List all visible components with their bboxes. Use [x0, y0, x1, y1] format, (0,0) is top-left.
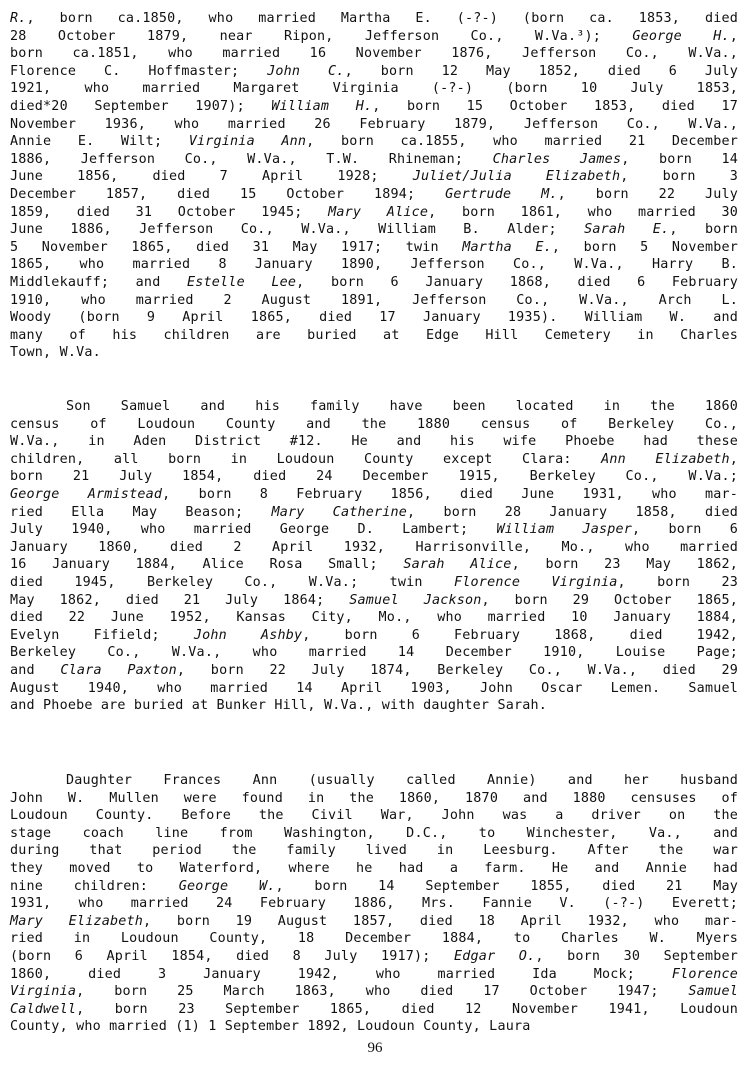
italic-name: William H.: [271, 98, 373, 114]
text-run: died*20 September 1907);: [10, 98, 272, 114]
text-run: , born 25 March 1863, who died 17 October 1947;: [76, 984, 689, 1000]
text-line: [10, 807, 738, 825]
text-run: Town, W.Va.: [10, 345, 101, 361]
text-run: November 1936, who married 26 February 1879, Jefferson Co., W.Va.,: [10, 116, 738, 132]
italic-name: Florence Virginia: [454, 574, 618, 590]
text-run: 1860, died 3 January 1942, who married Ida Mock;: [10, 966, 672, 982]
text-run: , born 19 August 1857, died 18 April 1932, who mar-: [143, 913, 738, 929]
text-line: [10, 948, 738, 966]
text-run: , born 12 May 1852, died 6 July: [344, 63, 738, 79]
text-run: , born 23 May 1862,: [511, 557, 738, 573]
text-run: stage coach line from Washington, D.C., to Winchester, Va., and: [10, 825, 738, 841]
text-run: many of his children are buried at Edge Hill Cemetery in Charles: [10, 327, 738, 343]
page-number: 96: [367, 1040, 383, 1056]
text-run: , born 1861, who married 30: [428, 204, 738, 220]
text-line: [10, 168, 738, 186]
text-line: [10, 966, 738, 984]
italic-name: Juliet/Julia Elizabeth: [412, 169, 621, 185]
text-line: [10, 116, 738, 134]
text-line: [10, 680, 738, 698]
text-run: children, all born in Loudoun County except Clara:: [10, 451, 602, 467]
text-run: ried in Loudoun County, 18 December 1884, to Charles W. Myers: [10, 931, 738, 947]
italic-name: Ann Elizabeth: [601, 451, 730, 467]
text-run: , born ca.1850, who married Martha E. (-?-) (born ca. 1853, died: [26, 11, 738, 26]
text-line: [10, 556, 738, 574]
text-run: Daughter Frances Ann (usually called Annie) and her husband: [66, 773, 738, 788]
text-run: , born 15 October 1853, died 17: [372, 98, 738, 114]
text-run: died 22 June 1952, Kansas City, Mo., who married 10 January 1884,: [10, 610, 738, 626]
text-line: [10, 539, 738, 557]
text-line: [10, 398, 738, 416]
text-line: [10, 1001, 738, 1019]
italic-name: Virginia: [10, 984, 77, 1000]
text-run: 1910, who married 2 August 1891, Jefferson Co., W.Va., Arch L.: [10, 292, 738, 308]
text-line: [10, 772, 738, 790]
italic-name: Florence: [671, 966, 738, 982]
text-run: Evelyn Fifield;: [10, 627, 194, 643]
text-run: , born 30 September: [535, 948, 738, 964]
text-run: , born 8 February 1856, died June 1931, who mar-: [162, 486, 738, 502]
text-run: July 1940, who married George D. Lambert;: [10, 522, 497, 538]
text-run: June 1886, Jefferson Co., W.Va., William B. Alder;: [10, 222, 585, 238]
italic-name: George H.: [632, 28, 730, 44]
text-line: [10, 451, 738, 469]
text-run: , born 6 February 1868, died 1942,: [302, 627, 738, 643]
paragraph-samuel-family: [10, 398, 738, 715]
italic-name: Mary Alice: [328, 204, 429, 220]
text-line: [10, 10, 738, 28]
text-line: [10, 292, 738, 310]
text-line: [10, 983, 738, 1001]
italic-name: Clara Paxton: [60, 662, 177, 678]
text-run: 5 November 1865, died 31 May 1917; twin: [10, 239, 463, 255]
text-run: , born 28 January 1858, died: [407, 504, 738, 520]
italic-name: Edgar O.: [454, 948, 536, 964]
text-run: 1859, died 31 October 1945;: [10, 204, 329, 220]
italic-name: Gertrude M.: [445, 186, 558, 202]
text-run: John W. Mullen were found in the 1860, 1870 and 1880 censuses of: [10, 790, 738, 806]
italic-name: Sarah E.: [584, 222, 670, 238]
text-run: ,: [729, 28, 738, 44]
text-line: [10, 895, 738, 913]
text-run: Middlekauff; and: [10, 274, 187, 290]
text-run: , born: [669, 222, 738, 238]
italic-name: Charles James: [492, 151, 622, 167]
text-run: Son Samuel and his family have been located in the 1860: [66, 399, 738, 414]
text-line: [10, 504, 738, 522]
text-line: [10, 825, 738, 843]
text-line: [10, 790, 738, 808]
text-line: [10, 28, 738, 46]
italic-name: George W.: [178, 878, 276, 894]
text-line: [10, 842, 738, 860]
text-line: [10, 186, 738, 204]
text-run: August 1940, who married 14 April 1903, John Oscar Lemen. Samuel: [10, 680, 738, 696]
text-run: nine children:: [10, 878, 179, 894]
text-line: [10, 1018, 738, 1036]
text-run: Berkeley Co., W.Va., who married 14 December 1910, Louise Page;: [10, 645, 738, 661]
text-run: , born 22 July: [557, 186, 738, 202]
text-run: born 21 July 1854, died 24 December 1915, Berkeley Co., W.Va.;: [10, 469, 738, 485]
italic-name: John Ashby: [193, 627, 303, 643]
text-line: [10, 609, 738, 627]
paragraph-william-children: [10, 10, 738, 362]
text-run: , born 6: [632, 522, 738, 538]
text-run: , born 6 January 1868, died 6 February: [296, 274, 738, 290]
text-run: 1865, who married 8 January 1890, Jefferson Co., W.Va., Harry B.: [10, 257, 738, 273]
text-line: [10, 468, 738, 486]
italic-name: Virginia Ann: [188, 134, 307, 150]
italic-name: George Armistead: [10, 486, 163, 502]
text-run: January 1860, died 2 April 1932, Harrisonville, Mo., who married: [10, 539, 738, 555]
italic-name: Samuel: [688, 984, 738, 1000]
text-run: December 1857, died 15 October 1894;: [10, 186, 446, 202]
text-line: [10, 256, 738, 274]
text-line: [10, 433, 738, 451]
text-line: [10, 486, 738, 504]
text-run: (born 6 April 1854, died 8 July 1917);: [10, 948, 455, 964]
text-line: [10, 644, 738, 662]
text-line: [10, 913, 738, 931]
italic-name: William Jasper: [496, 522, 633, 538]
text-run: Annie E. Wilt;: [10, 134, 189, 150]
document-page: [10, 0, 738, 1067]
text-run: , born 14 September 1855, died 21 May: [275, 878, 738, 894]
text-line: [10, 151, 738, 169]
text-run: they moved to Waterford, where he had a farm. He and Annie had: [10, 860, 738, 876]
italic-name: John C.: [267, 63, 345, 79]
text-run: County, who married (1) 1 September 1892, Loudoun County, Laura: [10, 1019, 531, 1035]
text-line: [10, 592, 738, 610]
italic-name: Caldwell: [10, 1001, 77, 1017]
text-line: [10, 221, 738, 239]
text-run: ,: [729, 451, 738, 467]
text-run: died 1945, Berkeley Co., W.Va.; twin: [10, 574, 455, 590]
text-run: , born 22 July 1874, Berkeley Co., W.Va., died 29: [176, 662, 738, 678]
text-run: and: [10, 662, 61, 678]
text-line: [10, 627, 738, 645]
text-line: [10, 327, 738, 345]
text-line: [10, 80, 738, 98]
italic-name: Estelle Lee: [187, 274, 297, 290]
text-line: [10, 574, 738, 592]
text-run: , born 5 November: [551, 239, 739, 255]
text-run: and Phoebe are buried at Bunker Hill, W.Va., with daughter Sarah.: [10, 698, 548, 714]
text-line: [10, 344, 738, 362]
text-run: born ca.1851, who married 16 November 1876, Jefferson Co., W.Va.,: [10, 46, 738, 62]
text-line: [10, 98, 738, 116]
text-line: [10, 521, 738, 539]
italic-name: Mary Elizabeth: [10, 913, 144, 929]
text-run: , born ca.1855, who married 21 December: [306, 134, 738, 150]
text-line: [10, 860, 738, 878]
text-run: Woody (born 9 April 1865, died 17 January 1935). William W. and: [10, 310, 738, 326]
text-line: [10, 204, 738, 222]
text-run: 1931, who married 24 February 1886, Mrs. Fannie V. (-?-) Everett;: [10, 896, 738, 912]
text-run: , born 29 October 1865,: [481, 592, 738, 608]
text-run: 1921, who married Margaret Virginia (-?-) (born 10 July 1853,: [10, 81, 738, 97]
text-run: Florence C. Hoffmaster;: [10, 63, 268, 79]
text-run: 1886, Jefferson Co., W.Va., T.W. Rhineman;: [10, 151, 493, 167]
text-run: , born 3: [620, 169, 738, 185]
text-run: ried Ella May Beason;: [10, 504, 272, 520]
text-run: census of Loudoun County and the 1880 census of Berkeley Co.,: [10, 416, 738, 432]
text-run: W.Va., in Aden District #12. He and his wife Phoebe had these: [10, 434, 738, 450]
text-run: 28 October 1879, near Ripon, Jefferson Co., W.Va.³);: [10, 28, 633, 44]
text-line: [10, 697, 738, 715]
italic-name: R.: [10, 11, 27, 26]
text-run: , born 23 September 1865, died 12 November 1941, Loudoun: [76, 1001, 738, 1017]
text-line: [10, 309, 738, 327]
text-run: during that period the family lived in Leesburg. After the war: [10, 843, 738, 859]
text-line: [10, 133, 738, 151]
text-run: Loudoun County. Before the Civil War, John was a driver on the: [10, 808, 738, 824]
italic-name: Samuel Jackson: [349, 592, 482, 608]
text-run: May 1862, died 21 July 1864;: [10, 592, 350, 608]
text-line: [10, 662, 738, 680]
text-run: June 1856, died 7 April 1928;: [10, 169, 413, 185]
paragraph-frances-ann-family: [10, 772, 738, 1036]
text-line: [10, 416, 738, 434]
text-line: [10, 930, 738, 948]
text-line: [10, 878, 738, 896]
text-line: [10, 45, 738, 63]
italic-name: Mary Catherine: [271, 504, 408, 520]
text-line: [10, 63, 738, 81]
text-line: [10, 239, 738, 257]
text-run: 16 January 1884, Alice Rosa Small;: [10, 557, 404, 573]
italic-name: Sarah Alice: [403, 557, 512, 573]
text-line: [10, 274, 738, 292]
italic-name: Martha E.: [462, 239, 552, 255]
text-run: , born 23: [617, 574, 738, 590]
text-run: , born 14: [621, 151, 738, 167]
